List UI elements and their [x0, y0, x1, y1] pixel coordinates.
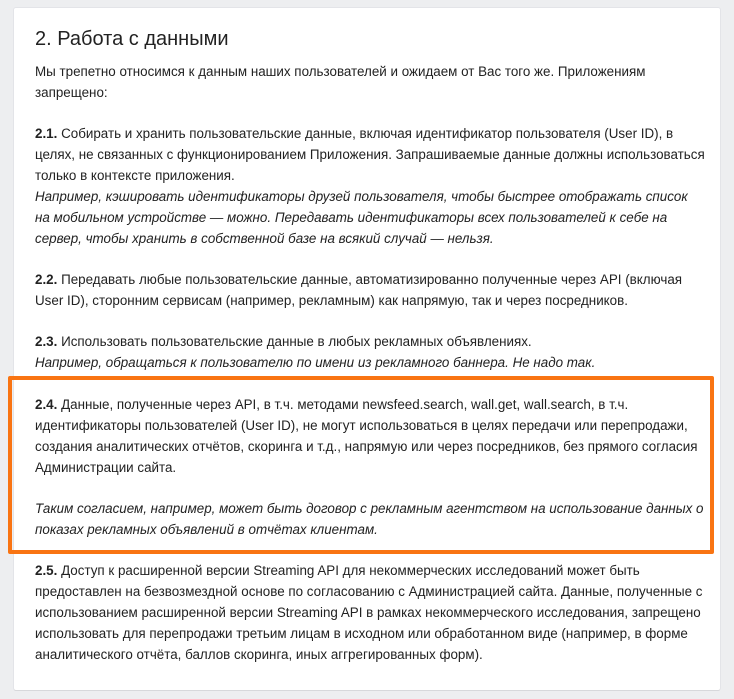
intro-paragraph: Мы трепетно относимся к данным наших пользователей и ожидаем от Вас того же. Приложениям запрещено:: [35, 64, 646, 100]
rule-number: 2.2.: [35, 272, 58, 287]
section-title: 2. Работа с данными: [35, 28, 229, 50]
rule-2-3: [35, 331, 705, 373]
rule-number: 2.5.: [35, 563, 58, 578]
rule-text: Использовать пользовательские данные в любых рекламных объявлениях.: [61, 334, 532, 349]
rule-number: 2.4.: [35, 397, 58, 412]
rule-number: 2.1.: [35, 126, 58, 141]
rule-text: Собирать и хранить пользовательские данные, включая идентификатор пользователя (User ID), в целях, не связанных с функционированием Приложения. Запрашиваемые данные должны использоваться только в контексте приложения.: [35, 126, 705, 183]
rule-2-5: [35, 560, 705, 665]
rule-text: Доступ к расширенной версии Streaming API для некоммерческих исследований может быть предоставлен на безвозмездной основе по согласованию с Администрацией сайта. Данные, полученные с использованием расширенной версии Streaming API в рамках некоммерческого исследования, запрещено использовать для перепродажи третьим лицам в исходном или обработанном виде (например, в форме аналитического отчёта, баллов скоринга, иных аггрегированных форм).: [35, 563, 703, 662]
rule-2-4: [35, 394, 705, 478]
rule-text: Передавать любые пользовательские данные, автоматизированно полученные через API (включая User ID), сторонним сервисам (например, рекламным) как напрямую, так и через посредников.: [35, 272, 683, 308]
rule-example: Таким согласием, например, может быть договор с рекламным агентством на использование данных о показах рекламных объявлений в отчётах клиентам.: [35, 501, 704, 537]
rule-2-1: [35, 123, 705, 249]
rule-number: 2.3.: [35, 334, 58, 349]
rule-example: Например, кэшировать идентификаторы друзей пользователя, чтобы быстрее отображать список на мобильном устройстве — можно. Передавать идентификаторы всех пользователей к себе на сервер, чтобы хранить в собственной базе на всякий случай — нельзя.: [35, 189, 688, 246]
rule-example: Например, обращаться к пользователю по имени из рекламного баннера. Не надо так.: [35, 355, 596, 370]
rule-2-4-example: [35, 498, 705, 540]
rule-2-2: [35, 269, 705, 311]
rule-text: Данные, полученные через API, в т.ч. методами newsfeed.search, wall.get, wall.search, в т.ч. идентификаторы пользователей (User ID), не могут использоваться в целях передачи или перепродажи, создания аналитических отчётов, скоринга и т.д., напрямую или через посредников, без прямого согласия Администрации сайта.: [35, 397, 698, 475]
